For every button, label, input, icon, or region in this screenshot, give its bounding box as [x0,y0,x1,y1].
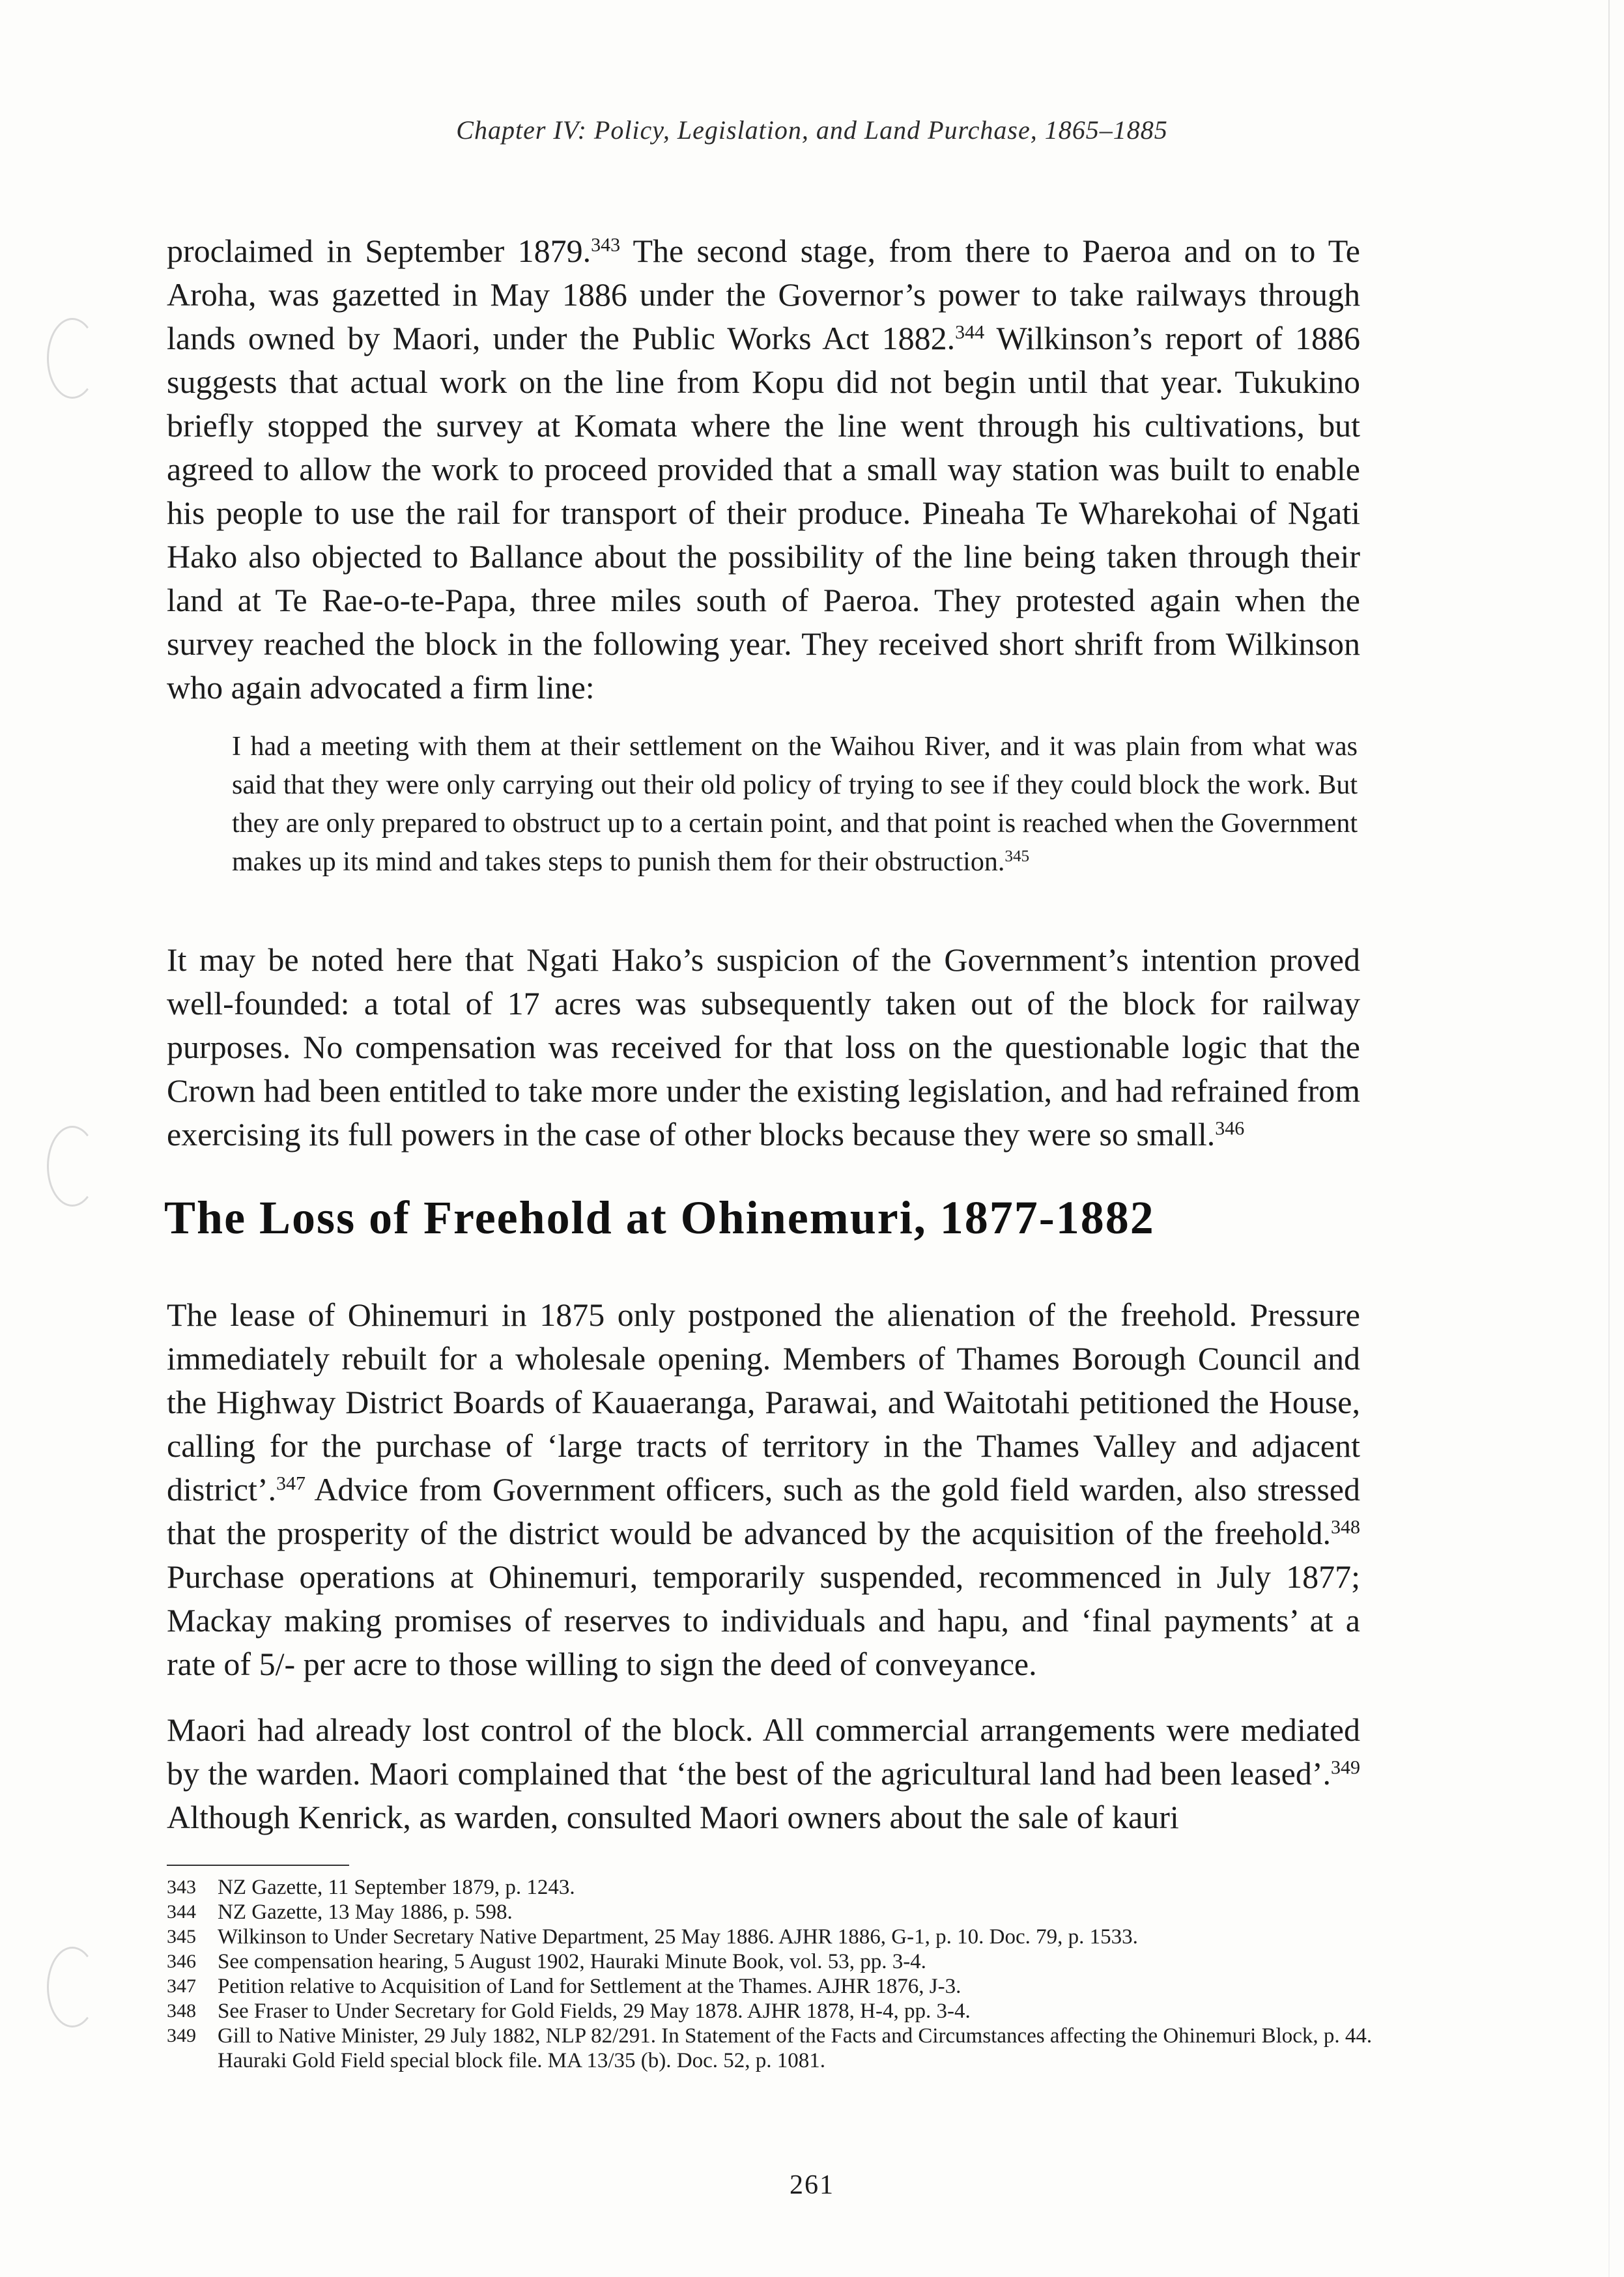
footnote-number: 349 [167,2025,196,2046]
paragraph-text: The second stage, from there to Paeroa and on to Te Aroha, was gazetted in May 1886 under the Governor’s power to take railways through lands owned by Maori, under the Public Works Act 1882. [167,233,1360,356]
footnote-ref[interactable]: 343 [591,234,621,256]
footnote-ref[interactable]: 348 [1331,1516,1360,1538]
running-header: Chapter IV: Policy, Legislation, and Land Purchase, 1865–1885 [456,115,1168,145]
paragraph-text: Purchase operations at Ohinemuri, temporarily suspended, recommenced in July 1877; Mackay making promises of reserves to individuals and hapu, and ‘final payments’ at a rate of 5/- per acre to those willing to sign the deed of conveyance. [167,1558,1360,1682]
block-quote [232,728,1358,881]
binding-hole-mark [47,318,98,399]
paragraph-3 [167,1293,1360,1686]
paragraph-text: Advice from Government officers, such as the gold field warden, also stressed that the prosperity of the district would be advanced by the acquisition of the freehold. [167,1471,1360,1551]
footnote-number: 344 [167,1901,196,1923]
paragraph-text: The lease of Ohinemuri in 1875 only postponed the alienation of the freehold. Pressure immediately rebuilt for a wholesale opening. Members of Thames Borough Council and the Highway District Boards of Kauaeranga, Parawai, and Waitotahi petitioned the House, calling for the purchase of ‘large tracts of territory in the Thames Valley and adjacent district’. [167,1296,1360,1508]
binding-hole-mark [47,1126,98,1207]
footnote-number: 347 [167,1975,196,1997]
footnote-ref[interactable]: 349 [1331,1756,1360,1779]
section-heading: The Loss of Freehold at Ohinemuri, 1877-1882 [164,1192,1155,1244]
footnotes [167,1875,1378,2073]
quote-text: I had a meeting with them at their settlement on the Waihou River, and it was plain from what was said that they were only carrying out their old policy of trying to see if they could block the work. But they are only prepared to obstruct up to a certain point, and that point is reached when the Government makes up its mind and takes steps to punish them for their obstruction. [232,732,1358,877]
page-number: 261 [790,2170,834,2200]
footnote-number: 348 [167,2000,196,2022]
footnote [167,1949,1378,1974]
footnote-number: 345 [167,1926,196,1947]
footnote-text: NZ Gazette, 13 May 1886, p. 598. [218,1900,513,1924]
footnote-number: 343 [167,1876,196,1898]
footnote [167,1925,1378,1949]
footnote-number: 346 [167,1951,196,1972]
footnote-text: Wilkinson to Under Secretary Native Department, 25 May 1886. AJHR 1886, G-1, p. 10. Doc. 79, p. 1533. [218,1925,1138,1949]
footnote-text: NZ Gazette, 11 September 1879, p. 1243. [218,1876,575,1899]
footnote-ref[interactable]: 344 [955,321,985,343]
paragraph-4 [167,1708,1360,1839]
footnote [167,1999,1378,2024]
footnote [167,1900,1378,1925]
paragraph-text: Although Kenrick, as warden, consulted Maori owners about the sale of kauri [167,1799,1179,1835]
paragraph-text: Wilkinson’s report of 1886 suggests that actual work on the line from Kopu did not begin until that year. Tukukino briefly stopped the survey at Komata where the line went through his cultivations, but agreed to allow the work to proceed provided that a small way station was built to enable his people to use the rail for transport of their produce. Pineaha Te Wharekohai of Ngati Hako also objected to Ballance about the possibility of the line being taken through their land at Te Rae-o-te-Papa, three miles south of Paeroa. They protested again when the survey reached the block in the following year. They received short shrift from Wilkinson who again advocated a firm line: [167,320,1360,706]
footnote [167,2024,1378,2073]
footnote-ref[interactable]: 347 [276,1472,306,1495]
footnote-text: See compensation hearing, 5 August 1902, Hauraki Minute Book, vol. 53, pp. 3-4. [218,1950,926,1973]
page-edge [1608,0,1610,2277]
footnote-text: See Fraser to Under Secretary for Gold Fields, 29 May 1878. AJHR 1878, H-4, pp. 3-4. [218,1999,971,2023]
paragraph-2 [167,938,1360,1156]
paragraph-text: It may be noted here that Ngati Hako’s suspicion of the Government’s intention proved well-founded: a total of 17 acres was subsequently taken out of the block for railway purposes. No compensation was received for that loss on the questionable logic that the Crown had been entitled to take more under the existing legislation, and had refrained from exercising its full powers in the case of other blocks because they were so small. [167,941,1360,1153]
footnote [167,1875,1378,1900]
footnote-ref[interactable]: 345 [1004,848,1030,866]
binding-hole-mark [47,1947,98,2027]
footnote-text: Gill to Native Minister, 29 July 1882, NLP 82/291. In Statement of the Facts and Circumstances affecting the Ohinemuri Block, p. 44. Hauraki Gold Field special block file. MA 13/35 (b). Doc. 52, p. 1081. [218,2024,1373,2072]
paragraph-1 [167,229,1360,709]
paragraph-text: proclaimed in September 1879. [167,233,591,269]
paragraph-text: Maori had already lost control of the block. All commercial arrangements were mediated by the warden. Maori complained that ‘the best of the agricultural land had been leased’. [167,1711,1360,1792]
footnote-rule [167,1865,349,1866]
footnote-text: Petition relative to Acquisition of Land for Settlement at the Thames. AJHR 1876, J-3. [218,1975,962,1998]
footnote [167,1974,1378,1999]
footnote-ref[interactable]: 346 [1215,1117,1245,1139]
